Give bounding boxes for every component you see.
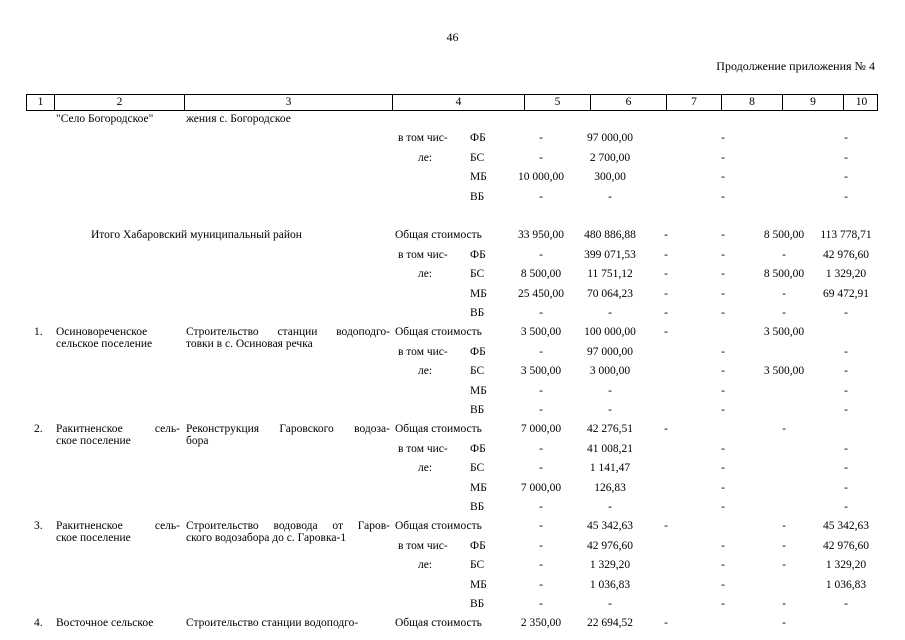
value-c5: - — [539, 579, 543, 591]
municipality-name: ское поселение — [56, 532, 131, 544]
value-c8: - — [721, 249, 725, 261]
cost-label: в том чис- — [398, 132, 448, 144]
project-description: жения с. Богородское — [186, 113, 291, 125]
value-c8: - — [721, 346, 725, 358]
value-c10: - — [844, 462, 848, 474]
cost-label: в том чис- — [398, 249, 448, 261]
value-c9: - — [782, 307, 786, 319]
value-c5: - — [539, 540, 543, 552]
value-c5: 25 450,00 — [518, 288, 564, 300]
fund-code: МБ — [470, 579, 487, 591]
fund-code: МБ — [470, 482, 487, 494]
project-description: Строительство водовода от Гаров- — [186, 520, 390, 532]
value-c7: - — [664, 249, 668, 261]
fund-code: БС — [470, 462, 485, 474]
header-col-9: 9 — [782, 95, 843, 110]
value-c5: - — [539, 520, 543, 532]
value-c10: 1 329,20 — [825, 268, 867, 280]
value-c8: - — [721, 229, 725, 241]
value-c6: - — [608, 598, 612, 610]
cost-label: Общая стоимость — [395, 229, 482, 241]
value-c8: - — [721, 598, 725, 610]
project-description: Реконструкция Гаровского водоза- — [186, 423, 390, 435]
value-c8: - — [721, 171, 725, 183]
value-c6: 480 886,88 — [584, 229, 636, 241]
fund-code: ВБ — [470, 191, 485, 203]
value-c7: - — [664, 617, 668, 629]
value-c9: - — [782, 617, 786, 629]
value-c9: - — [782, 540, 786, 552]
value-c5: 7 000,00 — [520, 482, 562, 494]
header-col-10: 10 — [843, 95, 879, 110]
row-number: 1. — [34, 326, 43, 338]
project-description: Строительство станции водоподго- — [186, 617, 359, 629]
fund-code: МБ — [470, 288, 487, 300]
value-c9: - — [782, 288, 786, 300]
cost-label: Общая стоимость — [395, 617, 482, 629]
value-c6: 97 000,00 — [587, 132, 633, 144]
value-c9: 8 500,00 — [763, 229, 805, 241]
value-c6: 399 071,53 — [584, 249, 636, 261]
cost-label: Общая стоимость — [395, 520, 482, 532]
municipality-name: сельское поселение — [56, 338, 153, 350]
fund-code: ВБ — [470, 501, 485, 513]
value-c5: 33 950,00 — [518, 229, 564, 241]
continuation-title: Продолжение приложения № 4 — [716, 59, 875, 73]
value-c6: 300,00 — [594, 171, 626, 183]
value-c9: 8 500,00 — [763, 268, 805, 280]
fund-code: БС — [470, 365, 485, 377]
value-c5: - — [539, 307, 543, 319]
cost-label: Общая стоимость — [395, 326, 482, 338]
header-col-8: 8 — [721, 95, 782, 110]
municipality-name: Восточное сельское — [56, 617, 154, 629]
value-c5: 3 500,00 — [520, 365, 562, 377]
value-c9: - — [782, 598, 786, 610]
value-c6: 45 342,63 — [587, 520, 633, 532]
value-c10: - — [844, 307, 848, 319]
value-c5: - — [539, 443, 543, 455]
value-c6: 1 036,83 — [589, 579, 631, 591]
project-description: ского водозабора до с. Гаровка-1 — [186, 532, 347, 544]
cost-label: в том чис- — [398, 540, 448, 552]
value-c5: 2 350,00 — [520, 617, 562, 629]
value-c10: - — [844, 501, 848, 513]
value-c6: - — [608, 404, 612, 416]
cost-label: в том чис- — [398, 443, 448, 455]
value-c10: - — [844, 152, 848, 164]
table-header — [26, 94, 878, 111]
value-c8: - — [721, 482, 725, 494]
total-label: Итого Хабаровский муниципальный район — [91, 229, 302, 241]
value-c10: - — [844, 385, 848, 397]
value-c10: 113 778,71 — [820, 229, 872, 241]
value-c5: - — [539, 132, 543, 144]
value-c9: - — [782, 559, 786, 571]
value-c5: 8 500,00 — [520, 268, 562, 280]
value-c6: 100 000,00 — [584, 326, 636, 338]
value-c9: 3 500,00 — [763, 326, 805, 338]
value-c5: - — [539, 404, 543, 416]
fund-code: ФБ — [470, 249, 486, 261]
fund-code: БС — [470, 559, 485, 571]
value-c10: 1 036,83 — [825, 579, 867, 591]
value-c6: 1 141,47 — [589, 462, 631, 474]
value-c5: - — [539, 462, 543, 474]
value-c7: - — [664, 326, 668, 338]
cost-label: в том чис- — [398, 346, 448, 358]
value-c8: - — [721, 559, 725, 571]
value-c7: - — [664, 288, 668, 300]
value-c8: - — [721, 385, 725, 397]
header-col-7: 7 — [666, 95, 721, 110]
header-col-5: 5 — [524, 95, 590, 110]
value-c7: - — [664, 229, 668, 241]
fund-code: ФБ — [470, 540, 486, 552]
fund-code: ВБ — [470, 598, 485, 610]
value-c8: - — [721, 191, 725, 203]
fund-code: БС — [470, 268, 485, 280]
fund-code: ФБ — [470, 346, 486, 358]
cost-label: ле: — [418, 365, 433, 377]
value-c8: - — [721, 268, 725, 280]
header-col-3: 3 — [184, 95, 392, 110]
fund-code: БС — [470, 152, 485, 164]
value-c6: 2 700,00 — [589, 152, 631, 164]
value-c8: - — [721, 288, 725, 300]
value-c5: - — [539, 559, 543, 571]
value-c5: 10 000,00 — [518, 171, 564, 183]
value-c8: - — [721, 462, 725, 474]
value-c6: 3 000,00 — [589, 365, 631, 377]
value-c7: - — [664, 307, 668, 319]
value-c5: - — [539, 249, 543, 261]
value-c10: 1 329,20 — [825, 559, 867, 571]
fund-code: МБ — [470, 171, 487, 183]
value-c6: - — [608, 501, 612, 513]
value-c8: - — [721, 132, 725, 144]
value-c6: 1 329,20 — [589, 559, 631, 571]
value-c6: 42 276,51 — [587, 423, 633, 435]
value-c10: 45 342,63 — [823, 520, 869, 532]
value-c7: - — [664, 423, 668, 435]
value-c6: 70 064,23 — [587, 288, 633, 300]
value-c7: - — [664, 268, 668, 280]
value-c10: 42 976,60 — [823, 249, 869, 261]
value-c9: - — [782, 520, 786, 532]
value-c10: 69 472,91 — [823, 288, 869, 300]
value-c8: - — [721, 365, 725, 377]
value-c6: - — [608, 191, 612, 203]
municipality-name: Ракитненское сель- — [56, 520, 180, 532]
value-c9: - — [782, 249, 786, 261]
fund-code: ФБ — [470, 132, 486, 144]
value-c6: 22 694,52 — [587, 617, 633, 629]
fund-code: ВБ — [470, 404, 485, 416]
municipality-name: Ракитненское сель- — [56, 423, 180, 435]
page-number: 46 — [446, 30, 459, 44]
municipality-name: Осиновореченское — [56, 326, 148, 338]
value-c7: - — [664, 520, 668, 532]
value-c10: - — [844, 191, 848, 203]
value-c10: - — [844, 598, 848, 610]
value-c6: 97 000,00 — [587, 346, 633, 358]
value-c10: - — [844, 132, 848, 144]
value-c10: - — [844, 404, 848, 416]
row-number: 3. — [34, 520, 43, 532]
value-c10: - — [844, 482, 848, 494]
value-c6: 11 751,12 — [587, 268, 633, 280]
value-c10: - — [844, 346, 848, 358]
value-c5: 3 500,00 — [520, 326, 562, 338]
value-c6: 41 008,21 — [587, 443, 633, 455]
row-number: 4. — [34, 617, 43, 629]
value-c6: - — [608, 385, 612, 397]
cost-label: ле: — [418, 559, 433, 571]
header-col-1: 1 — [37, 96, 44, 108]
fund-code: МБ — [470, 385, 487, 397]
municipality-name: "Село Богородское" — [56, 113, 154, 125]
cost-label: ле: — [418, 462, 433, 474]
project-description: товки в с. Осиновая речка — [186, 338, 313, 350]
value-c5: - — [539, 385, 543, 397]
cost-label: ле: — [418, 268, 433, 280]
header-col-2: 2 — [54, 95, 184, 110]
header-col-4: 4 — [392, 95, 524, 110]
value-c8: - — [721, 307, 725, 319]
value-c8: - — [721, 443, 725, 455]
value-c6: 126,83 — [594, 482, 626, 494]
value-c10: - — [844, 365, 848, 377]
value-c8: - — [721, 404, 725, 416]
value-c10: 42 976,60 — [823, 540, 869, 552]
value-c9: - — [782, 423, 786, 435]
value-c10: - — [844, 443, 848, 455]
value-c8: - — [721, 152, 725, 164]
row-number: 2. — [34, 423, 43, 435]
value-c5: - — [539, 191, 543, 203]
municipality-name: ское поселение — [56, 435, 131, 447]
fund-code: ВБ — [470, 307, 485, 319]
header-col-6: 6 — [590, 95, 666, 110]
value-c5: - — [539, 501, 543, 513]
project-description: Строительство станции водоподго- — [186, 326, 390, 338]
value-c6: 42 976,60 — [587, 540, 633, 552]
value-c6: - — [608, 307, 612, 319]
value-c8: - — [721, 540, 725, 552]
value-c5: 7 000,00 — [520, 423, 562, 435]
value-c8: - — [721, 501, 725, 513]
cost-label: ле: — [418, 152, 433, 164]
fund-code: ФБ — [470, 443, 486, 455]
value-c5: - — [539, 152, 543, 164]
cost-label: Общая стоимость — [395, 423, 482, 435]
value-c8: - — [721, 579, 725, 591]
value-c10: - — [844, 171, 848, 183]
value-c9: 3 500,00 — [763, 365, 805, 377]
value-c5: - — [539, 598, 543, 610]
value-c5: - — [539, 346, 543, 358]
project-description: бора — [186, 435, 209, 447]
